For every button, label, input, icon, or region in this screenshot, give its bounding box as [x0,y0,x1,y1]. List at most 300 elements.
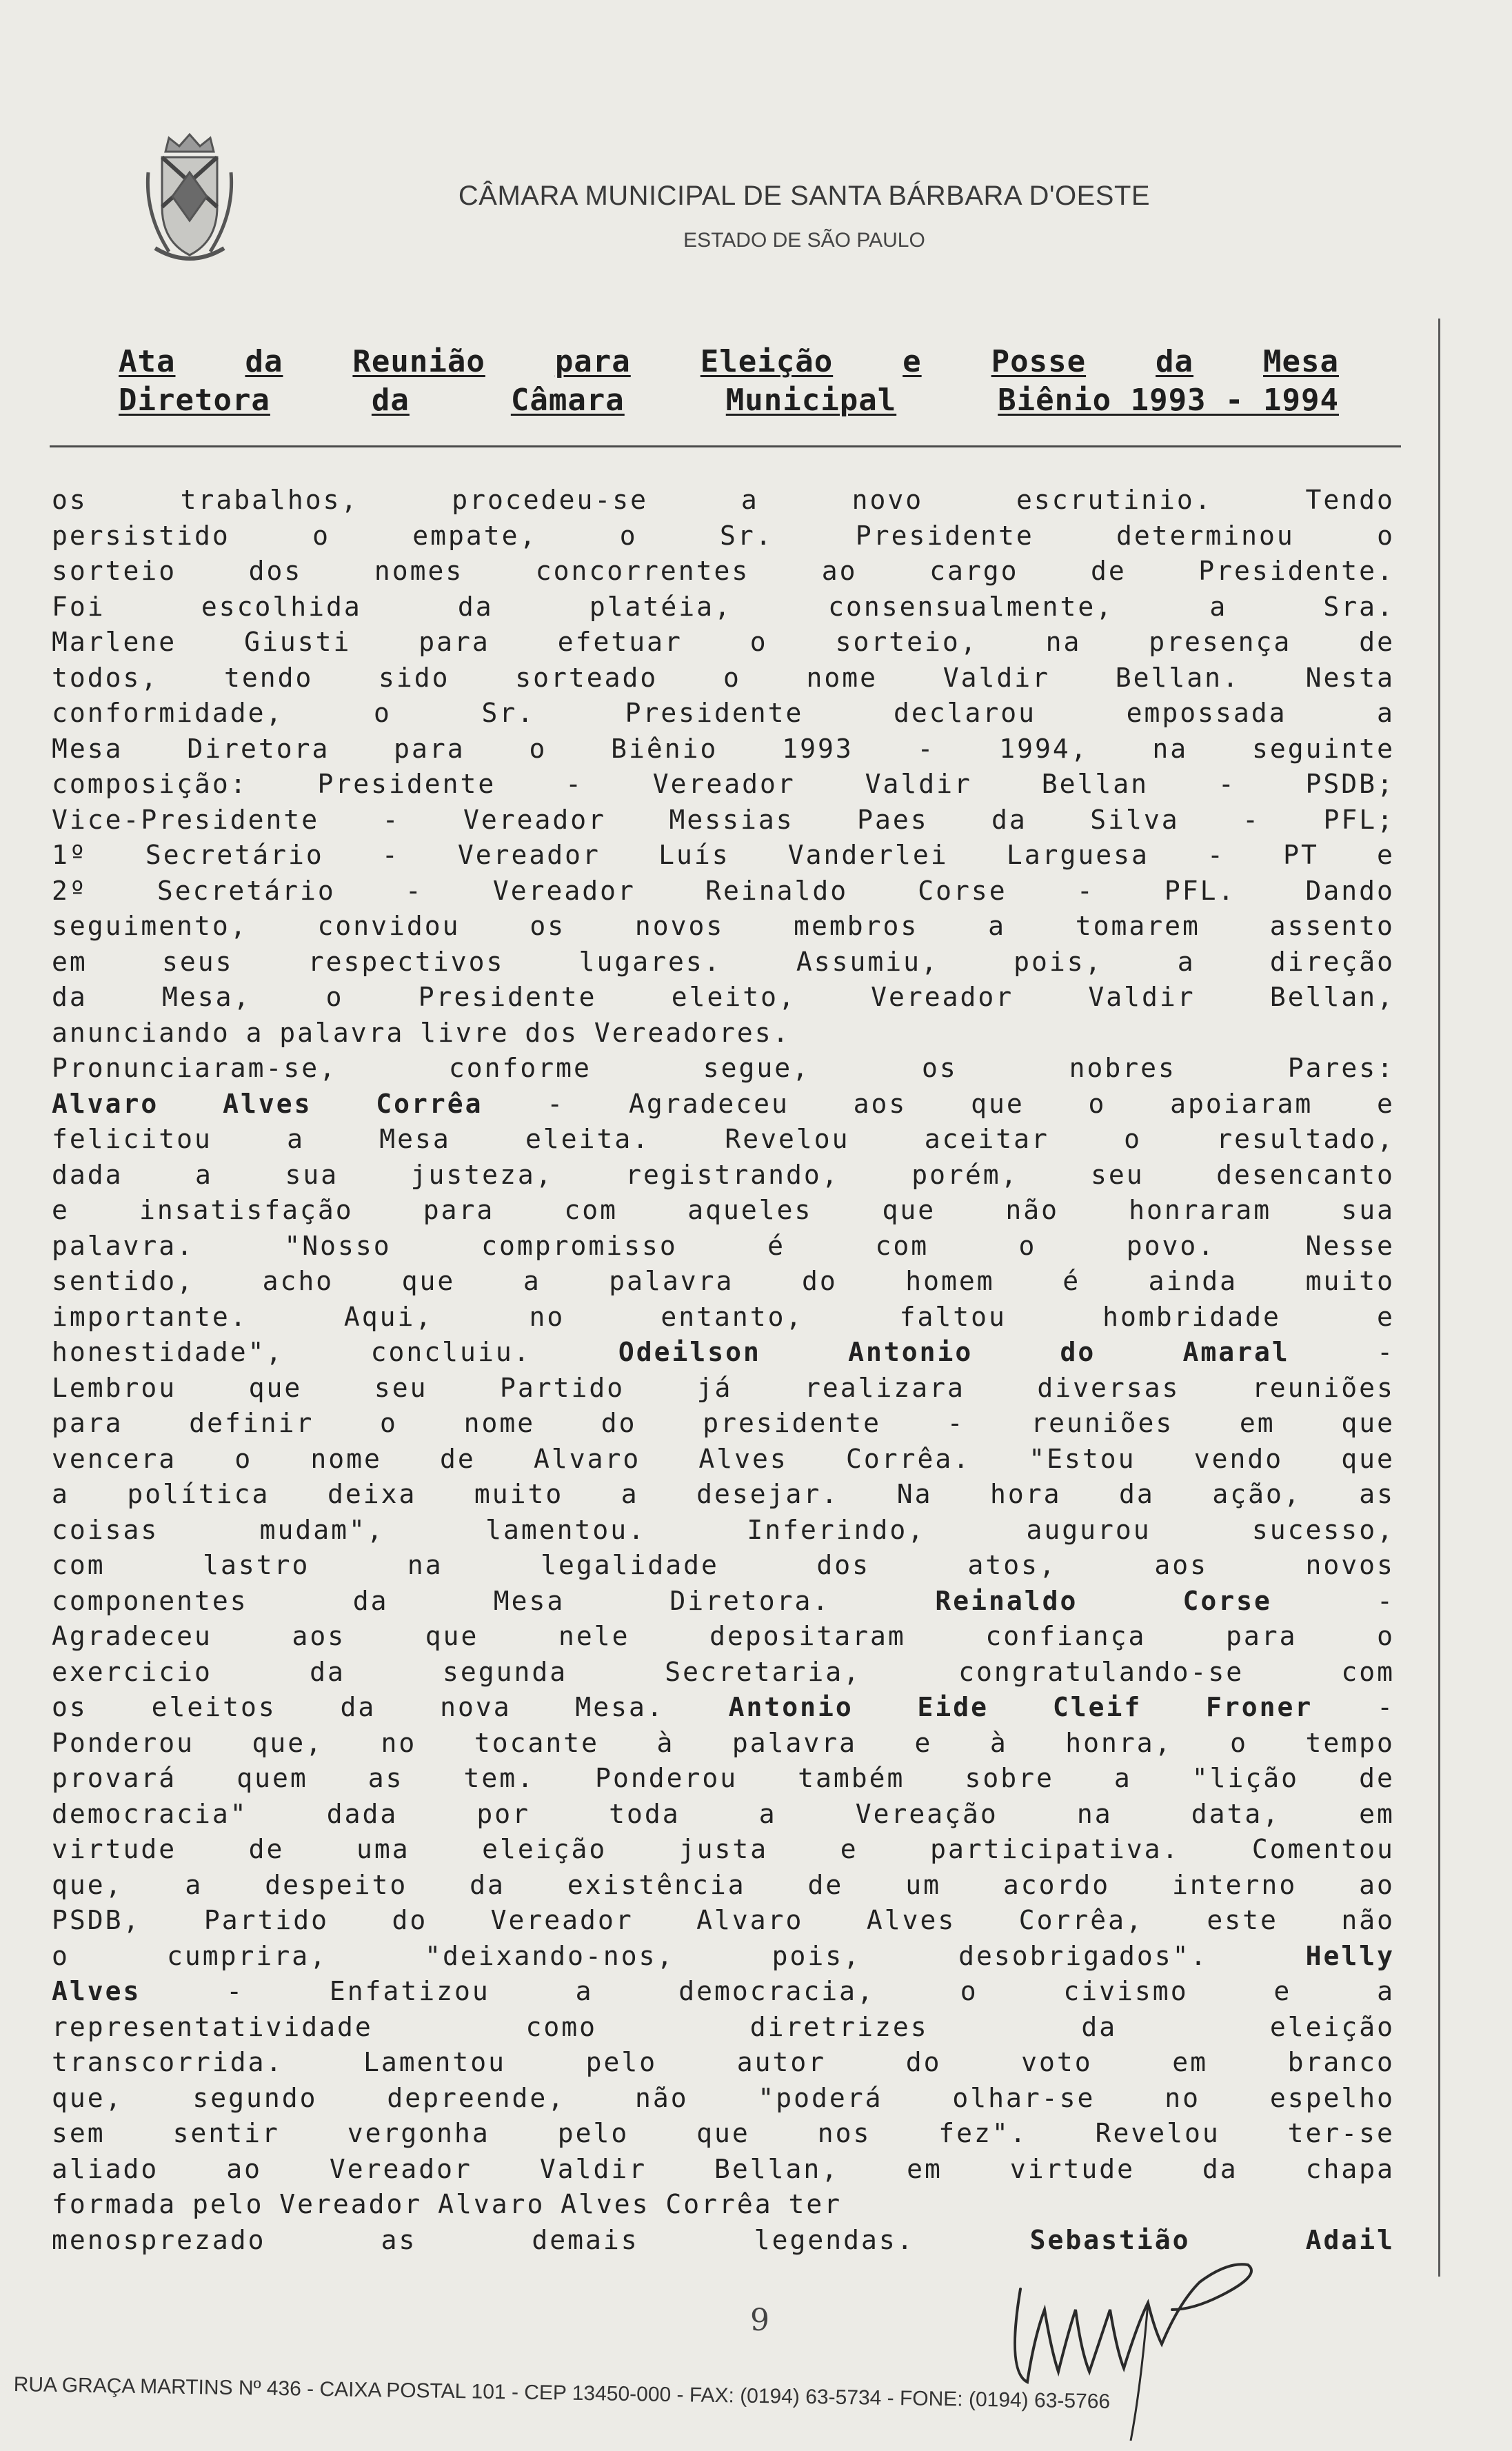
word: - [226,1976,245,2006]
word: as [367,1763,404,1793]
text-line [52,589,1395,625]
word: empate, [412,520,538,551]
text-line [52,1442,1395,1477]
word: Nesse [1305,1230,1395,1261]
word: seu [374,1372,428,1403]
word: de [1090,556,1127,586]
word: a [52,1479,70,1509]
word: a [1177,946,1196,977]
word: uma [356,1834,410,1864]
word: ter [788,2189,843,2219]
word: Mesa [379,1124,451,1154]
word: voto [1021,2047,1093,2077]
word: determinou [1116,520,1295,551]
word: "lição [1191,1763,1300,1793]
word: desobrigados". [958,1940,1209,1971]
word: palavra [609,1266,734,1296]
word: dos [248,556,303,586]
word: nome [806,662,878,693]
word: pelo [585,2047,658,2077]
word: - [381,840,400,870]
word: lugares. [578,946,722,977]
text-line [52,1016,1395,1051]
word: muito [1305,1266,1395,1296]
margin-rule [1438,319,1440,2277]
word: segunda [442,1656,568,1687]
word: Ponderou [52,1727,195,1758]
word: o [380,1408,398,1438]
text-line [52,1122,1395,1158]
word: virtude [1009,2153,1135,2184]
word: - [565,769,583,799]
word: o [529,733,547,764]
word: democracia" [52,1798,248,1829]
state-name: ESTADO DE SÃO PAULO [683,229,925,252]
word: tem. [463,1763,536,1793]
word: sentido, [52,1266,195,1296]
text-line [52,518,1395,554]
word: participativa. [930,1834,1180,1864]
word: atos, [967,1550,1057,1580]
word: nome [463,1408,536,1438]
word: da [1202,2153,1238,2184]
word: depreende, [387,2082,566,2113]
word: assento [1269,911,1395,941]
word: cargo [929,556,1019,586]
word: 1º [52,840,88,870]
text-line [52,1655,1395,1691]
word: de [1359,627,1395,657]
text-line [52,1548,1395,1584]
text-line [52,1229,1395,1264]
text-line [52,1619,1395,1655]
word: sorteado [515,662,658,693]
word: a [740,485,759,515]
word: transcorrida. [52,2047,284,2077]
word: homem [905,1266,995,1296]
document-title-line-2 [119,385,1339,416]
word: ao [226,2153,262,2184]
word: presidente [703,1408,881,1438]
word: seus [161,946,234,977]
word: as [1359,1479,1395,1509]
word: civismo [1063,1976,1189,2006]
word: o [619,520,638,551]
word: política [127,1479,270,1509]
word: em [907,2153,943,2184]
word: aqueles [687,1195,813,1225]
word: no [1165,2082,1201,2113]
word: e [840,1834,858,1864]
word: representatividade [52,2011,373,2042]
word: que [882,1195,936,1225]
word: Valdir [943,662,1051,693]
word: em [52,946,88,977]
word: da [310,1656,345,1687]
word: Sr. [481,698,536,728]
word: acordo [1002,1869,1111,1900]
text-line [52,483,1395,518]
councillor-name: Amaral [1182,1337,1290,1367]
word: - [947,1408,965,1438]
councillor-name: Alvaro [52,1088,159,1119]
word: 1993 [782,733,854,764]
word: Vereador [871,982,1014,1012]
councillor-name: Cleif [1052,1692,1142,1722]
word: que [1341,1408,1395,1438]
councillor-name: Sebastião [1029,2224,1191,2255]
text-line [52,945,1395,980]
word: Corse [918,875,1007,906]
word: à [656,1727,675,1758]
word: da [457,591,494,622]
word: Vanderlei [787,840,949,870]
text-line [52,1726,1395,1762]
word: seu [1091,1159,1145,1190]
word: coisas [52,1514,159,1545]
word: que [696,2118,750,2148]
text-line [52,625,1395,660]
word: felicitou [52,1124,212,1154]
word: a [287,1124,305,1154]
word: e [52,1195,70,1225]
word: honestidade", [52,1337,284,1367]
word: que [1341,1443,1395,1474]
word: Lamentou [363,2047,507,2077]
word: Sr. [719,520,774,551]
word: Na [896,1479,933,1509]
word: Presidente [625,698,804,728]
word: que [401,1266,456,1296]
word: a [523,1266,541,1296]
word: platéia, [589,591,732,622]
word: sorteio, [835,627,978,657]
title-word: Biênio 1993 - 1994 [998,383,1339,418]
word: da [352,1585,389,1616]
word: um [905,1869,941,1900]
word: Secretaria, [665,1656,861,1687]
title-word: Ata [119,344,176,379]
word: o [234,1443,253,1474]
word: respectivos [308,946,505,977]
word: em [1359,1798,1395,1829]
word: Alvaro [533,1443,641,1474]
word: espelho [1269,2082,1395,2113]
word: - [382,804,401,835]
text-line [52,1406,1395,1442]
word: Aqui, [343,1301,434,1332]
text-line [52,767,1395,803]
word: Mesa, [161,982,252,1012]
word: vendo [1193,1443,1284,1474]
word: data, [1191,1798,1281,1829]
word: - [917,733,936,764]
word: toda [609,1798,681,1829]
word: Partido [499,1372,625,1403]
word: concorrentes [535,556,750,586]
word: vencera [52,1443,177,1474]
word: desencanto [1216,1159,1395,1190]
word: "Estou [1029,1443,1136,1474]
word: povo. [1126,1230,1216,1261]
word: a [988,911,1006,941]
councillor-name: Froner [1206,1692,1313,1722]
word: Vereação [855,1798,998,1829]
word: presença [1149,627,1292,657]
word: na [1045,627,1082,657]
word: importante. [52,1301,248,1332]
word: Vereador [457,840,601,870]
text-line [52,2152,1395,2188]
word: definir [189,1408,314,1438]
title-word: Mesa [1263,344,1339,379]
word: a [245,1017,264,1048]
word: o [1230,1727,1248,1758]
title-word: da [245,344,283,379]
word: PT [1283,840,1319,870]
text-line [52,1584,1395,1620]
word: Messias [669,804,794,835]
word: aceitar [924,1124,1049,1154]
word: todos, [52,662,159,693]
word: Vereadores. [594,1017,791,1048]
word: ainda [1148,1266,1238,1296]
text-line [52,2010,1395,2046]
text-line [52,696,1395,732]
word: a [1209,591,1228,622]
word: PSDB; [1305,769,1395,799]
word: ação, [1212,1479,1302,1509]
word: Enfatizou [329,1976,490,2006]
word: e [1377,1301,1395,1332]
page-number: 9 [750,2303,769,2338]
word: livre [420,1017,510,1048]
text-line [52,554,1395,589]
word: virtude [52,1834,177,1864]
word: com [875,1230,929,1261]
word: Agradeceu [628,1088,789,1119]
word: chapa [1305,2153,1395,2184]
word: aliado [52,2153,159,2184]
councillor-name: Corse [1182,1585,1272,1616]
word: segue, [703,1053,811,1083]
word: Paes [857,804,929,835]
word: Corrêa, [1018,1905,1144,1935]
word: Giusti [244,627,352,657]
word: de [1359,1763,1395,1793]
councillor-name: Alves [223,1088,312,1119]
word: Larguesa [1006,840,1149,870]
councillor-name: Eide [917,1692,989,1722]
word: PSDB, [52,1905,141,1935]
word: Biênio [611,733,718,764]
word: Alves [698,1443,788,1474]
word: conformidade, [52,698,284,728]
word: que, [52,1869,123,1900]
word: Vereador [652,769,796,799]
word: de [248,1834,285,1864]
text-line [52,2116,1395,2152]
word: da [991,804,1027,835]
word: pelo [192,2189,264,2219]
word: deixa [327,1479,417,1509]
text-line [52,1477,1395,1513]
word: como [525,2011,598,2042]
word: membros [794,911,919,941]
word: é [767,1230,786,1261]
text-line [52,909,1395,945]
councillor-name: Odeilson [618,1337,761,1367]
word: muito [474,1479,564,1509]
word: nele [558,1621,630,1651]
word: Pronunciaram-se, [52,1053,338,1083]
councillor-name: Corrêa [376,1088,483,1119]
word: resultado, [1216,1124,1395,1154]
word: o [749,627,768,657]
word: palavra [279,1017,405,1048]
word: democracia, [678,1976,875,2006]
word: exercicio [52,1656,212,1687]
word: Presidente. [1198,556,1395,586]
word: o [1018,1230,1037,1261]
word: anunciando [52,1017,230,1048]
word: na [407,1550,443,1580]
word: 1994, [999,733,1089,764]
word: provará [52,1763,177,1793]
word: nome [310,1443,382,1474]
text-line [52,980,1395,1016]
word: Alves [866,1905,956,1935]
word: desejar. [696,1479,840,1509]
word: concluiu. [370,1337,532,1367]
word: novo [851,485,924,515]
text-line [52,1193,1395,1229]
word: não [634,2082,689,2113]
title-divider [50,445,1401,447]
word: composição: [52,769,248,799]
word: o [1124,1124,1142,1154]
word: Sra. [1323,591,1395,622]
word: Alvaro [696,1905,804,1935]
word: Inferindo, [747,1514,926,1545]
word: lamentou. [485,1514,646,1545]
text-line [52,1690,1395,1726]
word: existência [567,1869,746,1900]
word: sentir [172,2118,280,2148]
word: porém, [911,1159,1019,1190]
word: com [564,1195,618,1225]
word: eleitos [151,1692,276,1722]
word: persistido [52,520,230,551]
word: demais [532,2224,639,2255]
word: da [340,1692,376,1722]
word: Silva [1090,804,1180,835]
word: nos [817,2118,871,2148]
word: do [601,1408,637,1438]
word: Presidente [855,520,1034,551]
text-line [52,2187,1395,2223]
word: Mesa [52,733,123,764]
word: Foi [52,591,105,622]
word: a [185,1869,203,1900]
word: legalidade [541,1550,719,1580]
word: honra, [1065,1727,1173,1758]
word: diretrizes [749,2011,929,2042]
word: vergonha [347,2118,490,2148]
word: que [971,1088,1025,1119]
councillor-name: Reinaldo [935,1585,1078,1616]
text-line [52,1158,1395,1193]
word: Corrêa [665,2189,773,2219]
word: do [801,1266,838,1296]
word: palavra. [52,1230,195,1261]
word: tendo [223,662,314,693]
word: dos [525,1017,579,1048]
text-line [52,660,1395,696]
word: Partido [203,1905,329,1935]
word: ter-se [1287,2118,1395,2148]
word: não [1341,1905,1395,1935]
title-word: Reunião [352,344,485,379]
word: Nesta [1305,662,1395,693]
word: registrando, [625,1159,840,1190]
word: o [1377,520,1395,551]
word: dada [326,1798,399,1829]
word: o [52,1940,70,1971]
word: compromisso [481,1230,678,1261]
word: menosprezado [52,2224,266,2255]
word: e [914,1727,933,1758]
word: já [696,1372,733,1403]
word: hora [990,1479,1062,1509]
word: também [798,1763,905,1793]
word: Presidente [418,982,597,1012]
word: Bellan [1041,769,1149,799]
word: Secretário [157,875,336,906]
word: "poderá [758,2082,883,2113]
word: autor [736,2047,827,2077]
word: para [52,1408,123,1438]
word: da [1119,1479,1155,1509]
title-word: para [554,344,631,379]
text-line [52,1868,1395,1904]
word: seguinte [1251,733,1395,764]
word: empossada [1126,698,1287,728]
word: seguimento, [52,911,248,941]
word: despeito [265,1869,408,1900]
title-word: Posse [991,344,1087,379]
text-line [52,838,1395,874]
word: - [1218,769,1236,799]
word: é [1062,1266,1081,1296]
word: tempo [1305,1727,1395,1758]
word: e [1273,1976,1292,2006]
word: nobres [1069,1053,1176,1083]
word: nomes [374,556,464,586]
word: à [989,1727,1008,1758]
document-title-line-1 [119,346,1339,378]
word: os [52,485,88,515]
word: Bellan. [1115,662,1240,693]
word: conforme [448,1053,592,1083]
word: que [248,1372,303,1403]
word: eleição [482,1834,607,1864]
title-word: Municipal [725,383,897,418]
councillor-name: Helly [1305,1940,1395,1971]
word: Mesa [493,1585,565,1616]
word: ao [1359,1869,1395,1900]
word: aos [853,1088,907,1119]
